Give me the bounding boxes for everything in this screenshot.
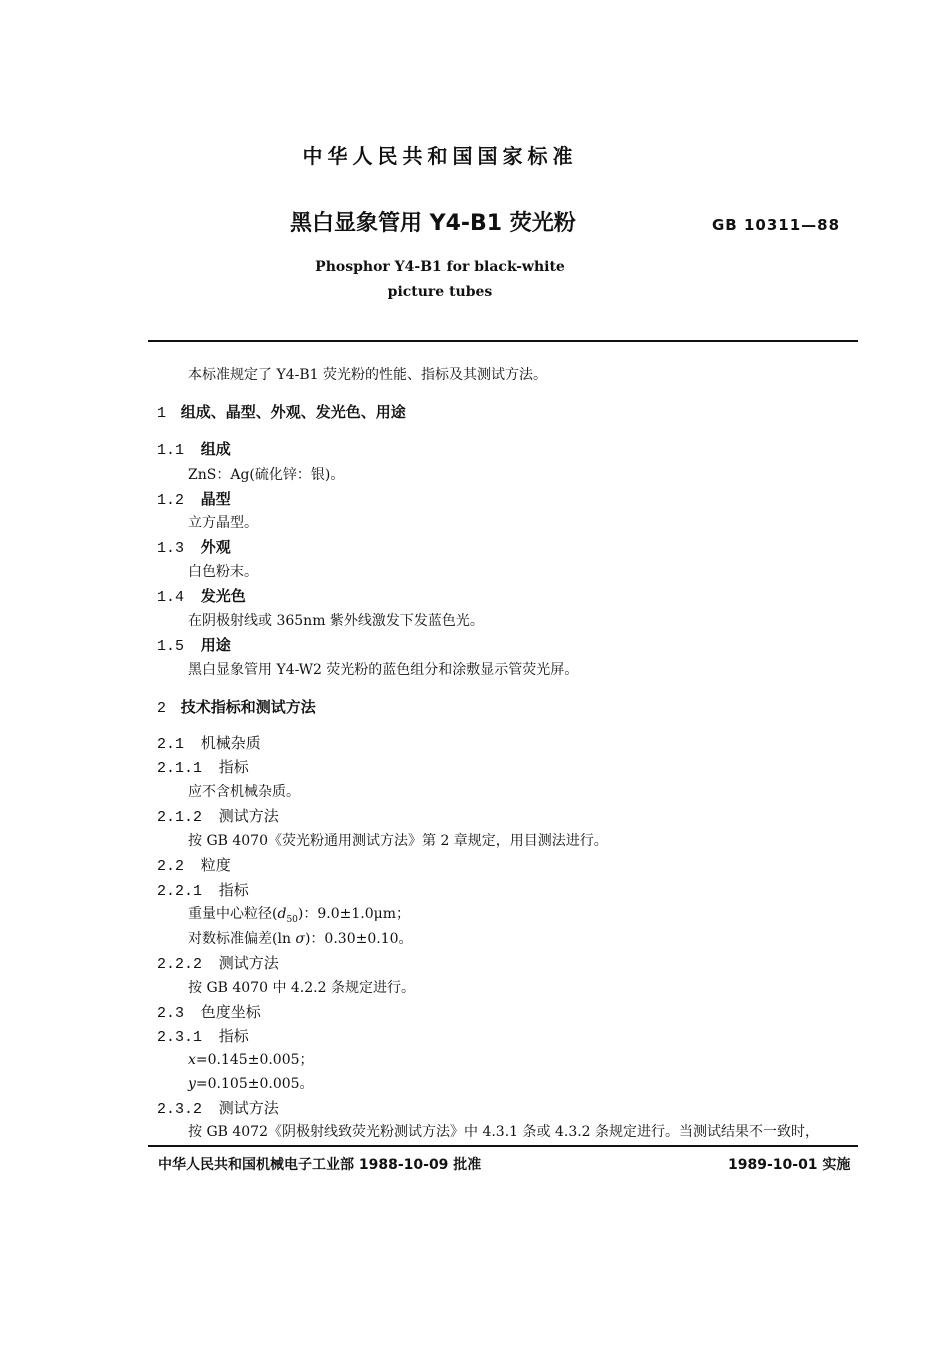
clause-2-3-1-number: 2.3.1 bbox=[157, 1029, 203, 1046]
document-title-cn: 黑白显象管用 Y4-B1 荧光粉 bbox=[290, 211, 576, 236]
intro-paragraph: 本标准规定了 Y4-B1 荧光粉的性能、指标及其测试方法。 bbox=[188, 367, 547, 383]
clause-1-3-number: 1.3 bbox=[157, 540, 185, 557]
median-size-subscript: 50 bbox=[286, 914, 298, 925]
clause-2-2-2-text: 按 GB 4070 中 4.2.2 条规定进行。 bbox=[188, 980, 415, 996]
clause-2-1-2-number: 2.1.2 bbox=[157, 809, 203, 826]
clause-2-1-1-title: 指标 bbox=[218, 758, 249, 776]
clause-1-2-heading bbox=[157, 488, 231, 509]
section-2-heading bbox=[157, 696, 316, 717]
clause-1-1-heading bbox=[157, 438, 231, 459]
clause-2-2-2-title: 测试方法 bbox=[218, 954, 279, 972]
document-title-en-line1: Phosphor Y4-B1 for black-white bbox=[315, 259, 565, 275]
clause-1-2-text: 立方晶型。 bbox=[188, 515, 258, 531]
deviation-value: )：0.30±0.10。 bbox=[304, 931, 413, 947]
median-size-label: 重量中心粒径( bbox=[188, 906, 278, 922]
deviation-label: 对数标准偏差(ln bbox=[188, 931, 296, 947]
clause-2-2-1-title: 指标 bbox=[218, 881, 249, 899]
clause-1-4-title: 发光色 bbox=[200, 587, 246, 605]
clause-2-1-2-title: 测试方法 bbox=[218, 807, 279, 825]
particle-size-median-line bbox=[188, 903, 410, 925]
clause-2-1-1-text: 应不含机械杂质。 bbox=[188, 784, 300, 800]
clause-2-1-2-heading bbox=[157, 805, 279, 826]
section-2-title: 技术指标和测试方法 bbox=[180, 698, 316, 716]
document-title-en-line2: picture tubes bbox=[387, 284, 493, 300]
clause-2-3-heading bbox=[157, 1001, 261, 1022]
clause-1-3-title: 外观 bbox=[200, 538, 231, 556]
median-size-variable: d bbox=[277, 906, 287, 922]
clause-2-3-2-text: 按 GB 4072《阴极射线致荧光粉测试方法》中 4.3.1 条或 4.3.2 条规定进行。当测试结果不一致时， bbox=[188, 1124, 820, 1140]
clause-2-2-number: 2.2 bbox=[157, 858, 185, 875]
clause-2-3-2-heading bbox=[157, 1097, 279, 1118]
footer-divider bbox=[148, 1145, 858, 1147]
clause-2-1-number: 2.1 bbox=[157, 736, 185, 753]
clause-1-1-number: 1.1 bbox=[157, 442, 185, 459]
clause-1-3-heading bbox=[157, 536, 231, 557]
clause-2-1-title: 机械杂质 bbox=[200, 734, 261, 752]
section-1-title: 组成、晶型、外观、发光色、用途 bbox=[180, 403, 406, 421]
section-2-number: 2 bbox=[157, 700, 167, 717]
section-1-number: 1 bbox=[157, 405, 167, 422]
clause-2-2-1-heading bbox=[157, 879, 249, 900]
clause-2-3-number: 2.3 bbox=[157, 1005, 185, 1022]
effective-date-line: 1989-10-01 实施 bbox=[728, 1157, 851, 1173]
header-divider bbox=[148, 340, 858, 342]
particle-size-deviation-line bbox=[188, 928, 413, 948]
clause-2-2-1-number: 2.2.1 bbox=[157, 883, 203, 900]
clause-2-2-title: 粒度 bbox=[200, 856, 231, 874]
chromaticity-y-line bbox=[188, 1073, 314, 1093]
clause-1-2-number: 1.2 bbox=[157, 492, 185, 509]
median-size-value: )：9.0±1.0μm； bbox=[297, 906, 410, 922]
clause-1-4-heading bbox=[157, 585, 246, 606]
chromaticity-y-variable: y bbox=[188, 1076, 196, 1092]
clause-2-1-1-heading bbox=[157, 756, 249, 777]
chromaticity-y-value: =0.105±0.005。 bbox=[195, 1076, 314, 1092]
chromaticity-x-line bbox=[188, 1049, 314, 1069]
clause-1-1-text: ZnS：Ag(硫化锌：银)。 bbox=[188, 467, 345, 483]
approval-line: 中华人民共和国机械电子工业部 1988-10-09 批准 bbox=[158, 1157, 482, 1173]
clause-1-1-title: 组成 bbox=[200, 440, 231, 458]
clause-2-3-1-title: 指标 bbox=[218, 1027, 249, 1045]
clause-1-3-text: 白色粉末。 bbox=[188, 564, 258, 580]
chromaticity-x-variable: x bbox=[188, 1052, 196, 1068]
clause-1-5-text: 黑白显象管用 Y4-W2 荧光粉的蓝色组分和涂敷显示管荧光屏。 bbox=[188, 662, 579, 678]
clause-2-3-2-number: 2.3.2 bbox=[157, 1101, 203, 1118]
clause-2-1-heading bbox=[157, 732, 261, 753]
clause-2-3-1-heading bbox=[157, 1025, 249, 1046]
clause-2-3-title: 色度坐标 bbox=[200, 1003, 261, 1021]
deviation-variable: σ bbox=[295, 931, 305, 947]
clause-2-3-2-title: 测试方法 bbox=[218, 1099, 279, 1117]
clause-1-5-number: 1.5 bbox=[157, 638, 185, 655]
clause-2-2-2-number: 2.2.2 bbox=[157, 956, 203, 973]
clause-1-4-text: 在阴极射线或 365nm 紫外线激发下发蓝色光。 bbox=[188, 613, 484, 629]
clause-1-5-title: 用途 bbox=[200, 636, 231, 654]
standard-code: GB 10311—88 bbox=[712, 216, 841, 234]
clause-1-4-number: 1.4 bbox=[157, 589, 185, 606]
chromaticity-x-value: =0.145±0.005； bbox=[195, 1052, 314, 1068]
clause-2-1-2-text: 按 GB 4070《荧光粉通用测试方法》第 2 章规定，用目测法进行。 bbox=[188, 833, 608, 849]
clause-1-2-title: 晶型 bbox=[200, 490, 231, 508]
clause-2-2-2-heading bbox=[157, 952, 279, 973]
clause-2-1-1-number: 2.1.1 bbox=[157, 760, 203, 777]
clause-2-2-heading bbox=[157, 854, 231, 875]
national-standard-title: 中华人民共和国国家标准 bbox=[302, 144, 578, 168]
clause-1-5-heading bbox=[157, 634, 231, 655]
section-1-heading bbox=[157, 401, 406, 422]
